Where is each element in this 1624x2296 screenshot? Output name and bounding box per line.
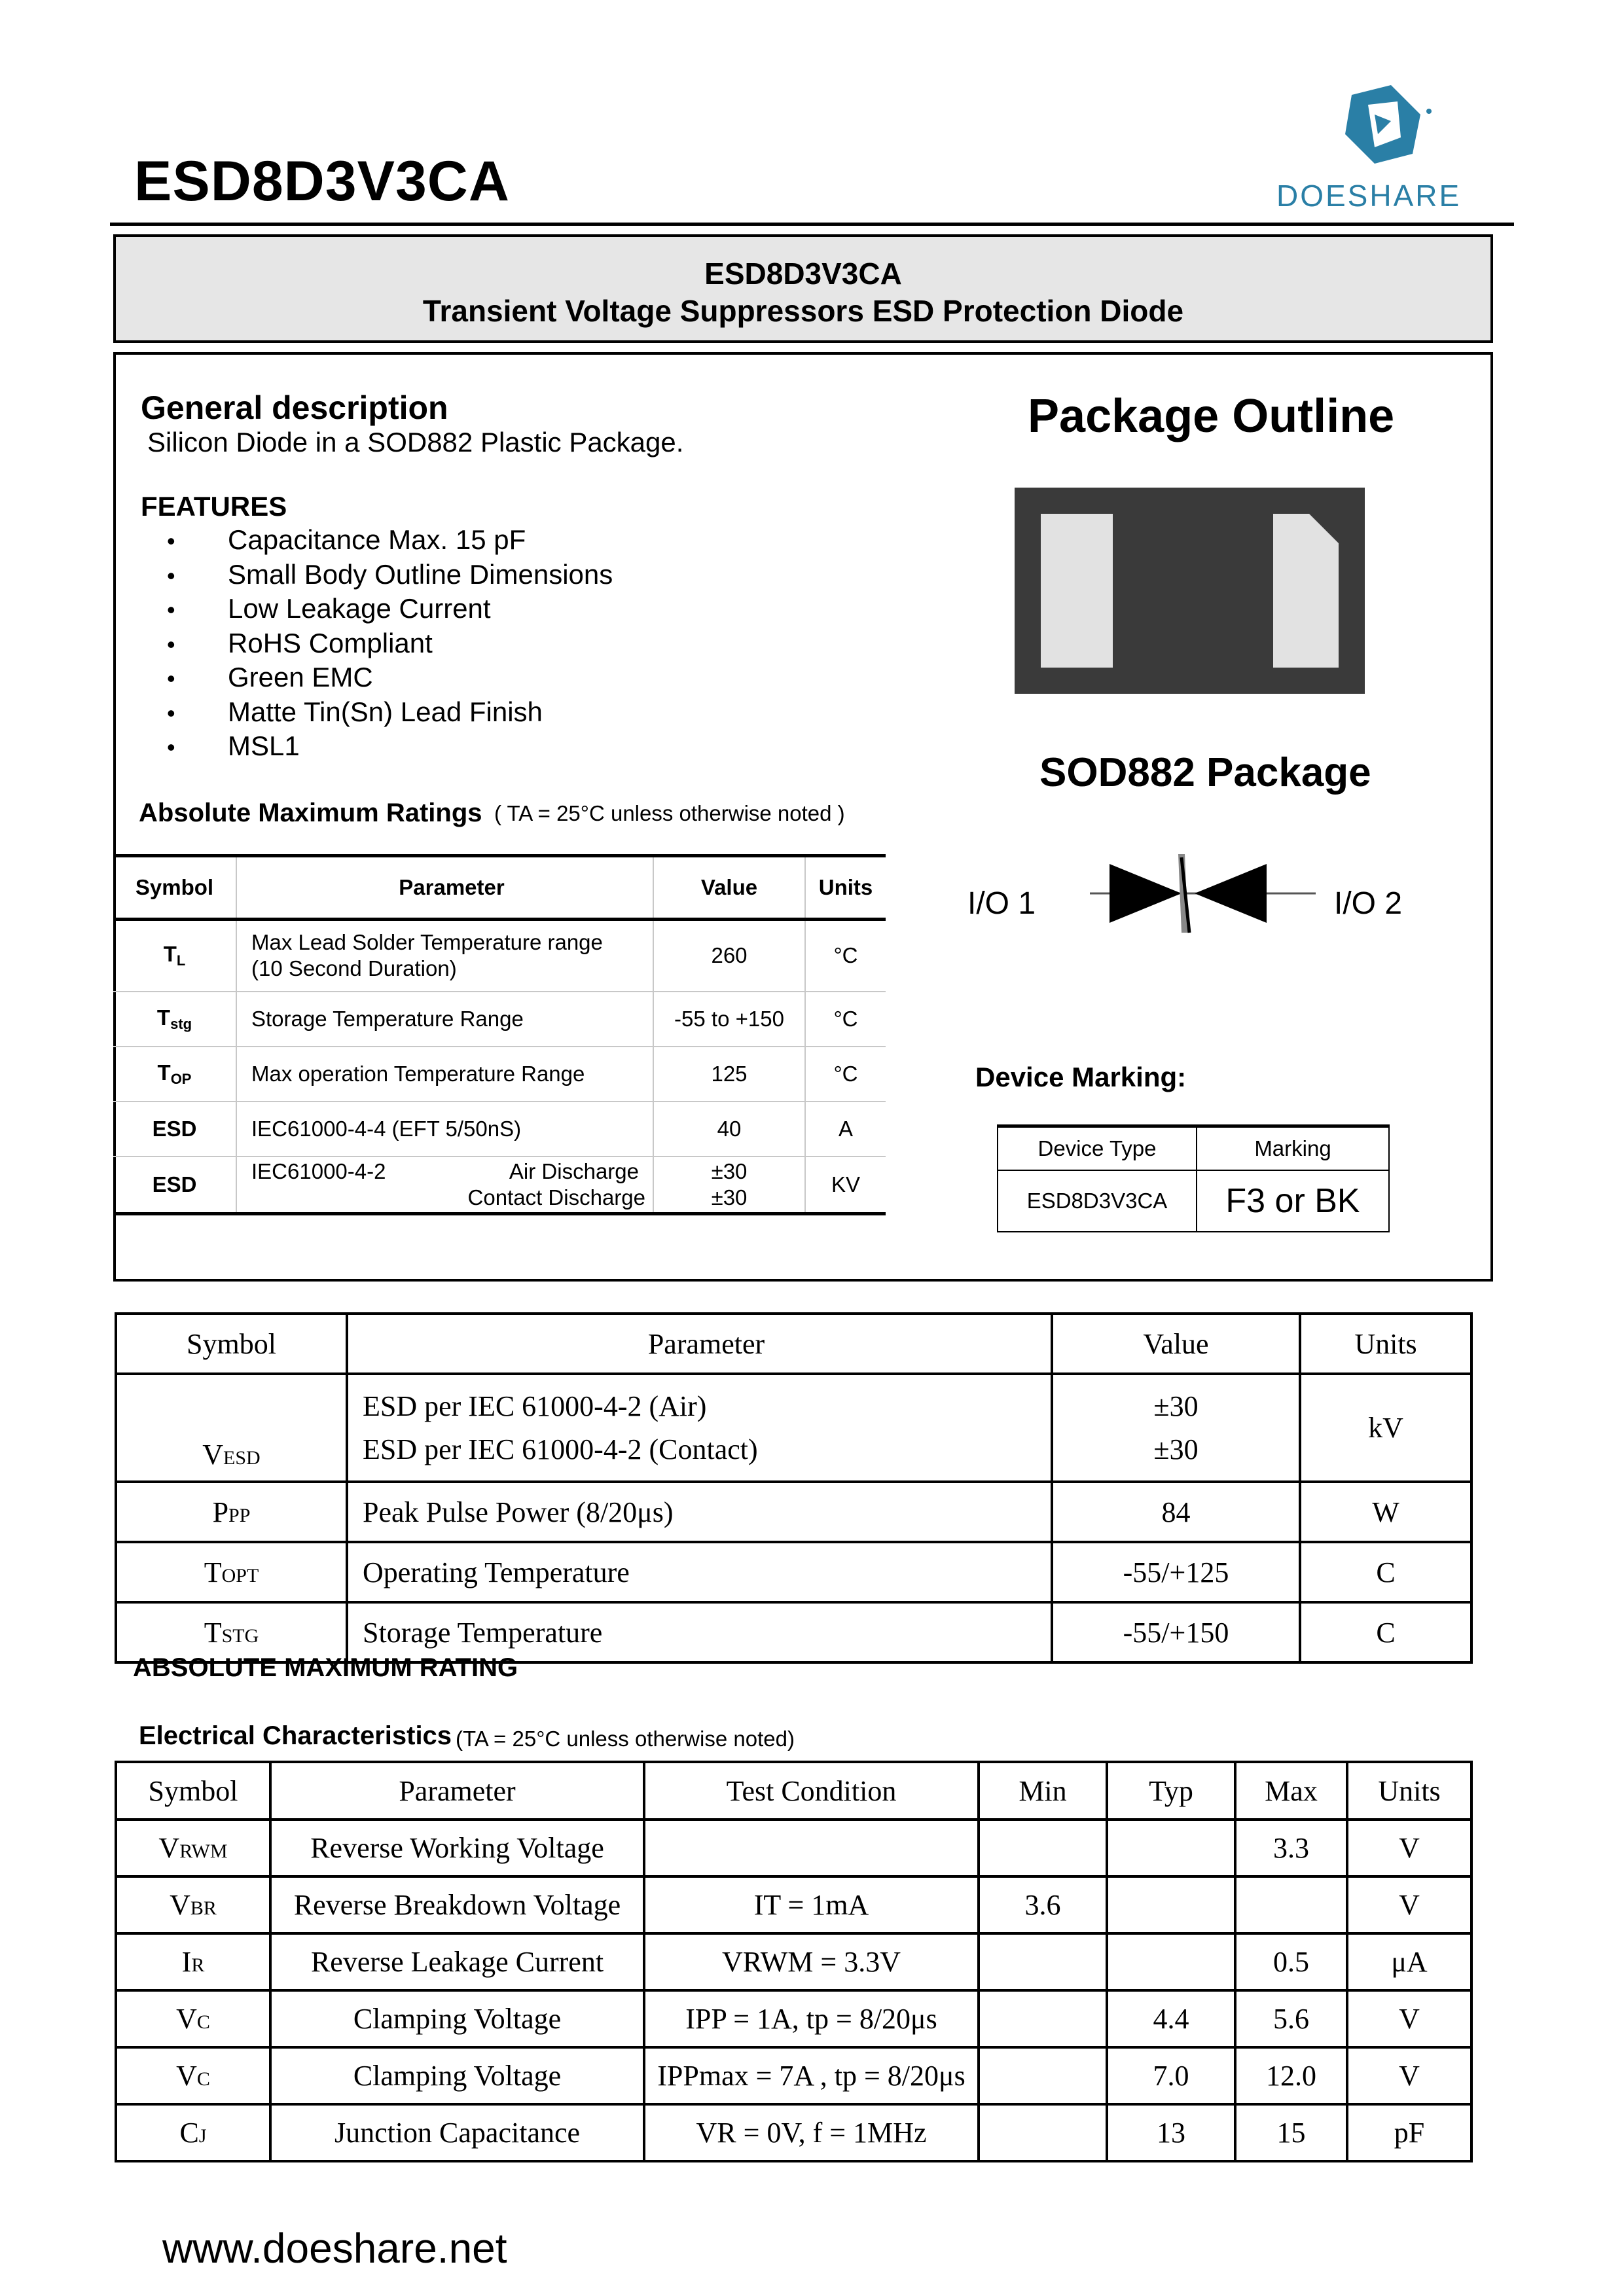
title-box-line2: Transient Voltage Suppressors ESD Protection Diode (422, 294, 1184, 328)
symbol-cell: PPP (116, 1482, 347, 1542)
value-cell: 40 (653, 1102, 805, 1157)
unit-cell: C (1300, 1602, 1471, 1662)
general-description-text: Silicon Diode in a SOD882 Plastic Package. (147, 427, 684, 457)
table-row (998, 1170, 1389, 1232)
feature-item: • Green EMC (167, 662, 373, 692)
col-header: Value (653, 856, 805, 920)
electrical-heading: Electrical Characteristics (139, 1721, 452, 1750)
parameter-cell: Clamping Voltage (270, 1990, 644, 2047)
value-cell: ±30 ±30 (653, 1157, 805, 1214)
unit-cell: V (1347, 1990, 1471, 2047)
table-row (113, 1047, 886, 1102)
parameter-cell: IEC61000-4-4 (EFT 5/50nS) (236, 1102, 653, 1157)
document-title: ESD8D3V3CA (134, 150, 510, 213)
unit-cell: °C (805, 920, 886, 992)
symbol-cell: TOPT (116, 1542, 347, 1602)
title-box (113, 234, 1493, 343)
amr-caption: ABSOLUTE MAXIMUM RATING (133, 1653, 518, 1682)
unit-cell: KV (805, 1157, 886, 1214)
col-header: Symbol (116, 1762, 270, 1820)
typ-cell: 13 (1107, 2104, 1235, 2161)
typ-cell: 7.0 (1107, 2047, 1235, 2104)
parameter-cell: Max operation Temperature Range (236, 1047, 653, 1102)
symbol-cell: VC (116, 1990, 270, 2047)
unit-cell: μA (1347, 1933, 1471, 1990)
test-condition-cell: IPP = 1A, tp = 8/20μs (644, 1990, 979, 2047)
parameter-cell: Peak Pulse Power (8/20μs) (347, 1482, 1052, 1542)
col-header: Units (1347, 1762, 1471, 1820)
value-cell: -55 to +150 (653, 992, 805, 1047)
table-row (113, 920, 886, 992)
max-cell: 3.3 (1235, 1820, 1347, 1876)
unit-cell: A (805, 1102, 886, 1157)
device-marking-table (997, 1124, 1390, 1232)
value-cell: ±30 ±30 (1052, 1374, 1300, 1482)
table-row (116, 1482, 1471, 1542)
test-condition-cell: VRWM = 3.3V (644, 1933, 979, 1990)
symbol-cell: ESD (113, 1102, 236, 1157)
logo-mark-icon (1270, 85, 1506, 223)
table-row (116, 2104, 1471, 2161)
min-cell: 3.6 (979, 1876, 1107, 1933)
table-row (116, 1374, 1471, 1482)
col-header: Symbol (113, 856, 236, 920)
unit-cell: °C (805, 992, 886, 1047)
min-cell (979, 2047, 1107, 2104)
symbol-cell: ESD (113, 1157, 236, 1214)
symbol-cell: IR (116, 1933, 270, 1990)
col-header: Units (1300, 1314, 1471, 1374)
table-row (116, 1990, 1471, 2047)
amr-heading: Absolute Maximum Ratings (139, 798, 482, 827)
min-cell (979, 2104, 1107, 2161)
table-row (116, 1542, 1471, 1602)
parameter-cell: Reverse Breakdown Voltage (270, 1876, 644, 1933)
max-cell: 15 (1235, 2104, 1347, 2161)
col-header: Parameter (236, 856, 653, 920)
max-cell (1235, 1876, 1347, 1933)
symbol-cell: VESD (116, 1374, 347, 1482)
parameter-cell: IEC61000-4-2 Air Discharge Contact Discharge (236, 1157, 653, 1214)
features-list (167, 524, 613, 764)
col-header: Value (1052, 1314, 1300, 1374)
feature-item: • Small Body Outline Dimensions (167, 558, 613, 590)
col-header: Symbol (116, 1314, 347, 1374)
symbol-cell: VRWM (116, 1820, 270, 1876)
typ-cell: 4.4 (1107, 1990, 1235, 2047)
header-divider (110, 223, 1514, 226)
col-header: Marking (1197, 1126, 1389, 1171)
logo-text: DOESHARE (1276, 179, 1462, 213)
value-cell: -55/+125 (1052, 1542, 1300, 1602)
parameter-cell: Storage Temperature (347, 1602, 1052, 1662)
amr-condition: ( TA = 25°C unless otherwise noted ) (494, 801, 845, 825)
general-description-heading: General description (141, 389, 448, 426)
device-marking-heading: Device Marking: (975, 1062, 1187, 1092)
table-row (113, 992, 886, 1047)
unit-cell: V (1347, 1820, 1471, 1876)
symbol-cell: $T_{OP}$ (113, 1047, 236, 1102)
col-header: Max (1235, 1762, 1347, 1820)
max-cell: 5.6 (1235, 1990, 1347, 2047)
col-header: Units (805, 856, 886, 920)
symbol-cell: TSTG (116, 1602, 347, 1662)
max-cell: 0.5 (1235, 1933, 1347, 1990)
test-condition-cell: IPPmax = 7A , tp = 8/20μs (644, 2047, 979, 2104)
typ-cell (1107, 1933, 1235, 1990)
unit-cell: V (1347, 2047, 1471, 2104)
value-cell: -55/+150 (1052, 1602, 1300, 1662)
col-header: Parameter (270, 1762, 644, 1820)
typ-cell (1107, 1820, 1235, 1876)
symbol-cell: VBR (116, 1876, 270, 1933)
table-row (116, 1876, 1471, 1933)
features-heading: FEATURES (141, 491, 287, 522)
min-cell (979, 1990, 1107, 2047)
table-row (116, 1933, 1471, 1990)
parameter-cell: Max Lead Solder Temperature range (10 Second Duration) (236, 920, 653, 992)
feature-item: • Capacitance Max. 15 pF (167, 524, 526, 555)
unit-cell: kV (1300, 1374, 1471, 1482)
col-header: Min (979, 1762, 1107, 1820)
typ-cell (1107, 1876, 1235, 1933)
parameter-cell: Reverse Leakage Current (270, 1933, 644, 1990)
io1-label: I/O 1 (967, 886, 1036, 921)
sod882-package-image (1015, 488, 1365, 694)
table-row (116, 2047, 1471, 2104)
min-cell (979, 1820, 1107, 1876)
package-chip-icon (1015, 488, 1365, 694)
electrical-table (115, 1761, 1473, 2162)
col-header: Typ (1107, 1762, 1235, 1820)
footer-website-link[interactable]: www.doeshare.net (162, 2225, 507, 2272)
unit-cell: W (1300, 1482, 1471, 1542)
symbol-cell: $T_{stg}$ (113, 992, 236, 1047)
value-cell: 125 (653, 1047, 805, 1102)
io2-label: I/O 2 (1334, 886, 1403, 921)
feature-item: • RoHS Compliant (167, 627, 433, 658)
device-type-cell: ESD8D3V3CA (998, 1170, 1197, 1232)
doeshare-logo (1270, 85, 1506, 223)
parameter-cell: Reverse Working Voltage (270, 1820, 644, 1876)
table-row (113, 1157, 886, 1214)
amr-small-table (113, 854, 886, 1215)
value-cell: 260 (653, 920, 805, 992)
test-condition-cell: VR = 0V, f = 1MHz (644, 2104, 979, 2161)
col-header: Test Condition (644, 1762, 979, 1820)
marking-cell: F3 or BK (1197, 1170, 1389, 1232)
table-row (116, 1820, 1471, 1876)
symbol-cell: VC (116, 2047, 270, 2104)
unit-cell: V (1347, 1876, 1471, 1933)
parameter-cell: Operating Temperature (347, 1542, 1052, 1602)
max-cell: 12.0 (1235, 2047, 1347, 2104)
value-cell: 84 (1052, 1482, 1300, 1542)
test-condition-cell (644, 1820, 979, 1876)
parameter-cell: Junction Capacitance (270, 2104, 644, 2161)
unit-cell: °C (805, 1047, 886, 1102)
sod882-heading: SOD882 Package (1039, 750, 1371, 795)
parameter-cell: Clamping Voltage (270, 2047, 644, 2104)
test-condition-cell: IT = 1mA (644, 1876, 979, 1933)
feature-item: • MSL1 (167, 730, 300, 761)
feature-item: • Matte Tin(Sn) Lead Finish (167, 696, 543, 727)
title-box-line1: ESD8D3V3CA (704, 257, 902, 291)
package-outline-heading: Package Outline (1028, 390, 1395, 442)
feature-item: • Low Leakage Current (167, 593, 491, 624)
parameter-cell: ESD per IEC 61000-4-2 (Air) ESD per IEC 61000-4-2 (Contact) (347, 1374, 1052, 1482)
parameter-cell: Storage Temperature Range (236, 992, 653, 1047)
amr-large-table (115, 1312, 1473, 1664)
symbol-cell: CJ (116, 2104, 270, 2161)
col-header: Device Type (998, 1126, 1197, 1171)
electrical-condition: (TA = 25°C unless otherwise noted) (456, 1727, 795, 1751)
unit-cell: C (1300, 1542, 1471, 1602)
symbol-cell: $T_L$ (113, 920, 236, 992)
min-cell (979, 1933, 1107, 1990)
unit-cell: pF (1347, 2104, 1471, 2161)
col-header: Parameter (347, 1314, 1052, 1374)
table-row (113, 1102, 886, 1157)
